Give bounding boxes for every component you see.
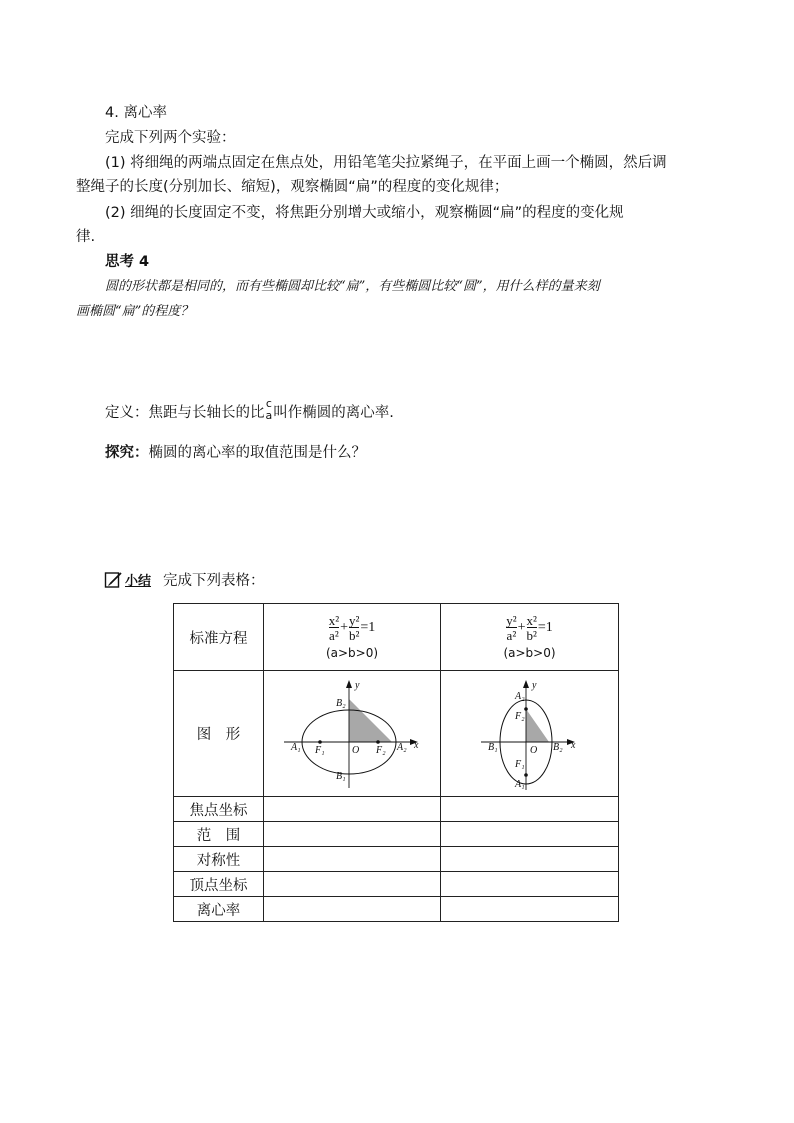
equation-vertical-cell xyxy=(441,604,619,671)
definition-prefix: 定义：焦距与长轴长的比 xyxy=(105,405,265,421)
answer-cell[interactable] xyxy=(264,797,441,822)
definition xyxy=(105,397,394,423)
svg-text:B₁: B₁ xyxy=(488,741,498,753)
svg-text:x: x xyxy=(571,739,576,751)
table-row xyxy=(174,671,619,797)
row-label: 焦点坐标 xyxy=(174,797,264,822)
experiment-1-line-1: (1) 将细绳的两端点固定在焦点处，用铅笔笔尖拉紧绳子，在平面上画一个椭圆，然后调 xyxy=(105,155,667,171)
experiment-1-line-2: 整绳子的长度(分别加长、缩短)，观察椭圆“扁”的程度的变化规律； xyxy=(76,179,509,195)
row-label: 对称性 xyxy=(174,847,264,872)
pencil-icon xyxy=(104,570,124,590)
row-label: 顶点坐标 xyxy=(174,872,264,897)
think-question-line-2: 画椭圆“扁”的程度？ xyxy=(76,304,194,319)
svg-text:A₂: A₂ xyxy=(515,690,525,702)
svg-text:B₁: B₁ xyxy=(336,770,346,782)
svg-text:x: x xyxy=(414,739,419,751)
equation-condition: (a>b>0) xyxy=(503,646,556,660)
answer-cell[interactable] xyxy=(264,847,441,872)
summary-badge: 小结 xyxy=(125,574,152,589)
row-label: 范 围 xyxy=(174,822,264,847)
figure-horizontal-cell xyxy=(264,671,441,797)
ellipse-vertical-figure xyxy=(441,672,618,796)
equation-horizontal-cell xyxy=(264,604,441,671)
summary-instruction: 完成下列表格： xyxy=(163,573,265,589)
answer-cell[interactable] xyxy=(264,822,441,847)
ellipse-horizontal-figure xyxy=(264,672,440,796)
table-row xyxy=(174,847,619,872)
svg-text:y: y xyxy=(355,679,360,691)
row-label: 标准方程 xyxy=(174,604,264,671)
svg-text:A₁: A₁ xyxy=(291,741,301,753)
table-row xyxy=(174,822,619,847)
answer-cell[interactable] xyxy=(441,847,619,872)
svg-text:B₂: B₂ xyxy=(553,741,563,753)
svg-text:A₂: A₂ xyxy=(397,741,407,753)
svg-text:B₂: B₂ xyxy=(336,697,346,709)
experiment-2-line-1: (2) 细绳的长度固定不变，将焦距分别增大或缩小，观察椭圆“扁”的程度的变化规 xyxy=(105,205,624,221)
answer-cell[interactable] xyxy=(441,897,619,922)
svg-text:F₁: F₁ xyxy=(515,758,525,770)
svg-text:O: O xyxy=(352,744,360,756)
think-question-line-1: 圆的形状都是相同的，而有些椭圆却比较“扁”，有些椭圆比较“圆”，用什么样的量来刻 xyxy=(105,279,600,294)
definition-suffix: 叫作椭圆的离心率. xyxy=(273,405,394,421)
table-row xyxy=(174,797,619,822)
answer-cell[interactable] xyxy=(441,872,619,897)
equation-condition: (a>b>0) xyxy=(325,646,379,660)
answer-cell[interactable] xyxy=(264,872,441,897)
standard-equation-horizontal: $\frac{\text{x²}}{\text{a²}}$ + $\frac{\text{y²}}{\text{b²}}$ =1 xyxy=(328,613,376,643)
row-label: 离心率 xyxy=(174,897,264,922)
explore xyxy=(105,441,366,462)
explore-text: 椭圆的离心率的取值范围是什么？ xyxy=(148,445,366,461)
svg-text:F₁: F₁ xyxy=(315,744,325,756)
summary-header xyxy=(104,569,265,590)
svg-text:y: y xyxy=(532,679,537,691)
table-row xyxy=(174,872,619,897)
fraction-denominator: a xyxy=(265,409,273,422)
standard-equation-vertical: $\frac{\text{y²}}{\text{a²}}$ + $\frac{\text{x²}}{\text{b²}}$ =1 xyxy=(506,613,553,643)
fraction-numerator: c xyxy=(265,397,272,410)
section-heading: 4. 离心率 xyxy=(105,105,167,121)
svg-text:F₂: F₂ xyxy=(376,744,386,756)
eccentricity-fraction xyxy=(266,398,273,421)
svg-text:F₂: F₂ xyxy=(515,710,525,722)
experiment-2-line-2: 律. xyxy=(76,229,96,245)
figure-vertical-cell xyxy=(441,671,619,797)
table-row xyxy=(174,604,619,671)
experiment-intro: 完成下列两个实验： xyxy=(105,130,236,146)
table-row xyxy=(174,897,619,922)
answer-cell[interactable] xyxy=(441,797,619,822)
svg-text:A₁: A₁ xyxy=(515,778,525,790)
summary-table xyxy=(173,603,619,922)
think-title: 思考 4 xyxy=(105,254,150,270)
row-label: 图 形 xyxy=(174,671,264,797)
explore-label: 探究： xyxy=(105,445,149,461)
answer-cell[interactable] xyxy=(441,822,619,847)
answer-cell[interactable] xyxy=(264,897,441,922)
svg-text:O: O xyxy=(530,744,538,756)
